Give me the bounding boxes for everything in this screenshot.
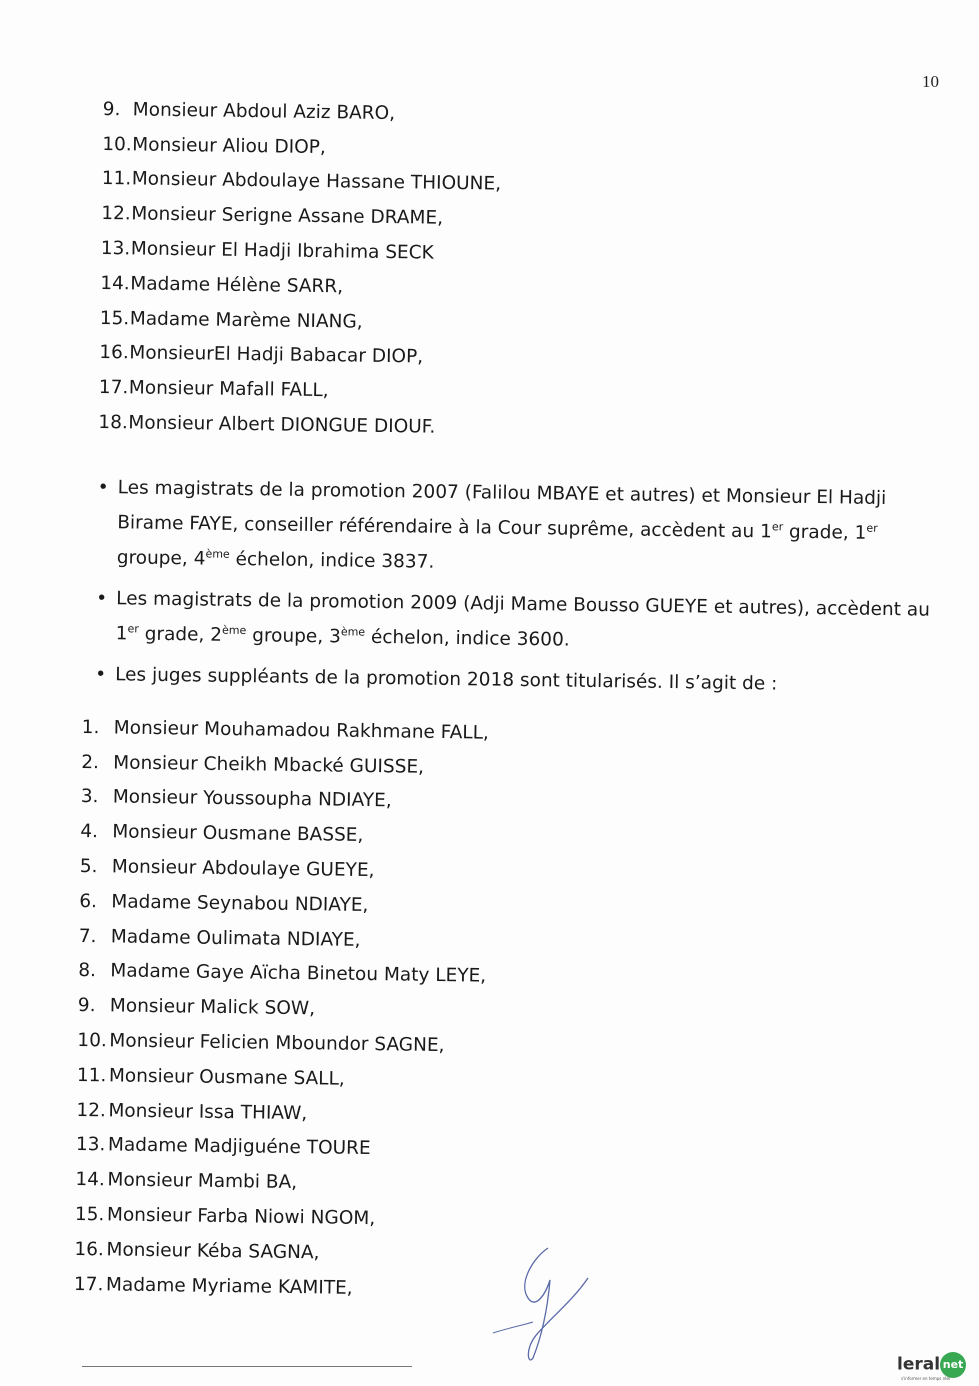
list-item-name: Monsieur Ousmane BASSE, xyxy=(112,821,364,847)
list-item-number: 6. xyxy=(79,890,98,913)
list-item-name: Monsieur Youssoupha NDIAYE, xyxy=(112,786,392,812)
list-item-name: Madame Gaye Aïcha Binetou Maty LEYE, xyxy=(110,960,487,988)
list-item-name: Monsieur Ousmane SALL, xyxy=(108,1065,345,1090)
list-item-name: Monsieur Mambi BA, xyxy=(107,1169,298,1194)
list-item-number: 15. xyxy=(99,307,130,330)
bullet-juges-suppleants: • Les juges suppléants de la promotion 2018 sont titularisés. Il s’agit de : xyxy=(93,657,943,704)
list-item-name: Madame Madjiguéne TOURE xyxy=(107,1134,371,1160)
list-item-number: 8. xyxy=(78,960,97,982)
list-item-name: Monsieur Cheikh Mbacké GUISSE, xyxy=(113,752,425,778)
list-item-number: 12. xyxy=(76,1099,106,1122)
bullet-promotion-2007: • Les magistrats de la promotion 2007 (Falilou MBAYE et autres) et Monsieur El Hadji Birame FAYE, conseiller référendaire à la Cour suprême, accèdent au 1er grade, 1er groupe, 4ème échelon, indice 3837. xyxy=(95,470,946,587)
list-item-number: 17. xyxy=(98,377,129,399)
logo-tagline: s'informer en temps réel xyxy=(901,1376,951,1381)
bullet-dot-icon: • xyxy=(94,664,107,686)
list-item-number: 11. xyxy=(101,168,132,190)
list-item-number: 9. xyxy=(77,995,96,1017)
list-item-name: Monsieur El Hadji Ibrahima SECK xyxy=(130,238,434,264)
appointee-list-first xyxy=(98,92,703,448)
list-item-name: MonsieurEl Hadji Babacar DIOP, xyxy=(129,342,424,368)
list-item-name: Madame Oulimata NDIAYE, xyxy=(110,926,361,951)
bullet-dot-icon: • xyxy=(97,477,109,499)
footer-divider xyxy=(82,1366,412,1367)
bullet-promotion-2009: • Les magistrats de la promotion 2009 (Adji Mame Bousso GUEYE et autres), accèdent au 1er grade, 2ème groupe, 3ème échelon, indice 3600. xyxy=(93,581,944,663)
appointee-list-second xyxy=(74,710,702,1310)
list-item-name: Monsieur Abdoulaye GUEYE, xyxy=(111,856,375,882)
list-item-number: 7. xyxy=(78,925,97,947)
logo-brand: leral xyxy=(897,1354,941,1375)
list-item-name: Madame Myriame KAMITE, xyxy=(105,1274,353,1299)
list-item xyxy=(74,1267,694,1310)
list-item-name: Monsieur Farba Niowi NGOM, xyxy=(106,1204,376,1230)
list-item-number: 10. xyxy=(77,1030,107,1052)
list-item-name: Monsieur Albert DIONGUE DIOUF. xyxy=(128,412,436,438)
list-item-number: 3. xyxy=(80,786,99,808)
list-item-number: 18. xyxy=(98,412,128,434)
list-item-name: Monsieur Mafall FALL, xyxy=(128,377,329,402)
list-item-number: 14. xyxy=(100,272,130,295)
list-item xyxy=(98,405,698,448)
list-item-number: 9. xyxy=(102,98,121,121)
list-item-number: 13. xyxy=(75,1134,106,1156)
list-item-number: 1. xyxy=(81,716,100,739)
list-item-name: Monsieur Serigne Assane DRAME, xyxy=(131,203,444,230)
list-item-name: Monsieur Malick SOW, xyxy=(109,995,316,1020)
signature-icon xyxy=(488,1238,598,1368)
list-item-number: 10. xyxy=(102,133,132,156)
list-item-name: Monsieur Abdoul Aziz BARO, xyxy=(132,99,396,124)
list-item-number: 12. xyxy=(101,203,131,225)
list-item-number: 14. xyxy=(75,1169,106,1191)
list-item-name: Madame Seynabou NDIAYE, xyxy=(111,891,369,916)
list-item-number: 11. xyxy=(76,1064,107,1087)
list-item-number: 16. xyxy=(74,1238,105,1261)
list-item-name: Monsieur Issa THIAW, xyxy=(108,1100,308,1124)
list-item-number: 2. xyxy=(81,751,100,773)
list-item-name: Monsieur Mouhamadou Rakhmane FALL, xyxy=(113,717,490,744)
list-item-number: 5. xyxy=(79,856,98,878)
decision-bullets xyxy=(93,470,946,710)
list-item-name: Madame Marème NIANG, xyxy=(129,308,363,333)
leral-logo xyxy=(897,1352,975,1382)
page-number: 10 xyxy=(922,72,939,91)
list-item-number: 17. xyxy=(73,1273,104,1295)
logo-net-badge: net xyxy=(940,1352,966,1378)
list-item-number: 15. xyxy=(74,1203,105,1226)
list-item-name: Monsieur Aliou DIOP, xyxy=(132,134,326,158)
list-item-number: 16. xyxy=(99,342,129,364)
list-item-name: Madame Hélène SARR, xyxy=(130,273,344,298)
list-item-name: Monsieur Abdoulaye Hassane THIOUNE, xyxy=(131,168,502,196)
list-item-name: Monsieur Kéba SAGNA, xyxy=(106,1239,320,1264)
list-item-number: 13. xyxy=(100,238,131,260)
list-item-number: 4. xyxy=(80,821,99,843)
bullet-dot-icon: • xyxy=(96,588,108,610)
list-item-name: Monsieur Felicien Mboundor SAGNE, xyxy=(109,1030,445,1057)
